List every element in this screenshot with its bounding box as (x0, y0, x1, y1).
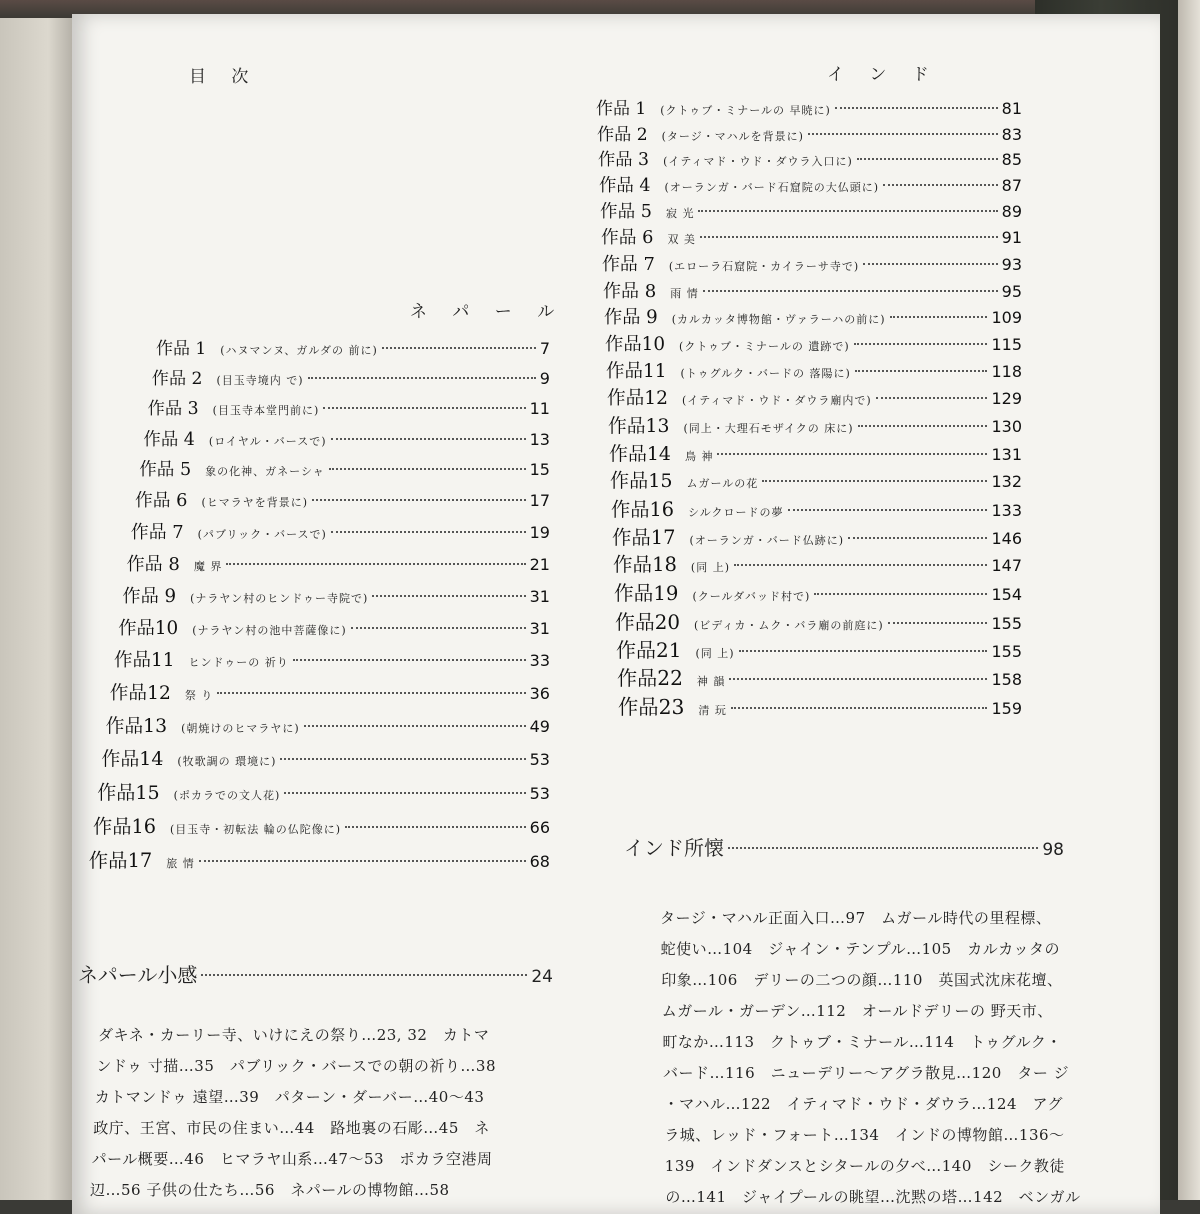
work-title: 清 玩 (698, 704, 727, 718)
leader-dots (382, 347, 536, 349)
india-work-entry (597, 120, 1022, 145)
work-page-number: 155 (991, 613, 1022, 633)
work-title: (目玉寺本堂門前に) (212, 404, 320, 418)
work-page-number: 33 (529, 651, 550, 670)
book-right-page-edge (1178, 0, 1200, 1200)
work-label: 作品 6 (601, 227, 654, 248)
work-label: 作品 1 (156, 339, 207, 359)
india-essay-topic-line: ムガール・ガーデン…112 オールドデリーの 野天市、 (661, 1002, 1053, 1020)
nepal-work-entry (131, 518, 550, 544)
work-label: 作品18 (613, 553, 677, 577)
nepal-work-entry (148, 394, 550, 419)
work-title: (イティマド・ウド・ダウラ廟内で) (682, 394, 872, 408)
leader-dots (329, 468, 526, 470)
nepal-work-entry (156, 334, 550, 359)
india-work-entry (607, 384, 1022, 410)
work-title: (目玉寺・初転法 輪の仏陀像に) (170, 823, 342, 836)
work-label: 作品13 (105, 716, 168, 738)
leader-dots (855, 370, 988, 372)
work-page-number: 81 (1001, 99, 1022, 118)
leader-dots (888, 622, 988, 624)
work-page-number: 21 (529, 554, 550, 574)
india-essay-topic-line: 蛇使い…104 ジャイン・テンプル…105 カルカッタの (660, 940, 1061, 958)
leader-dots (883, 184, 998, 186)
nepal-essay-page: 24 (531, 967, 553, 987)
work-label: 作品 6 (135, 491, 188, 511)
leader-dots (728, 847, 1038, 849)
nepal-essay-title: ネパール小感 (78, 963, 198, 987)
work-page-number: 49 (529, 717, 550, 737)
leader-dots (739, 650, 988, 652)
work-label: 作品 5 (139, 459, 192, 480)
work-title: 旅 情 (166, 856, 195, 870)
work-label: 作品 3 (147, 399, 199, 420)
work-page-number: 93 (1001, 255, 1022, 275)
work-label: 作品 3 (598, 150, 650, 171)
work-title: (ポカラでの文人花) (173, 788, 281, 802)
contents-page (72, 14, 1160, 1214)
work-title: ムガールの花 (686, 477, 759, 491)
work-label: 作品 7 (602, 254, 655, 276)
leader-dots (729, 678, 987, 680)
leader-dots (372, 595, 525, 597)
india-work-entry (598, 145, 1022, 170)
work-title: (イティマド・ウド・ダウラ入口に) (663, 155, 853, 169)
india-essay-topic-line: タージ・マハル正面入口…97 ムガール時代の里程標、 (660, 909, 1052, 927)
nepal-work-entry (139, 456, 550, 481)
work-page-number: 118 (991, 362, 1022, 381)
work-title: (目玉寺境内 で) (216, 374, 304, 388)
india-essay-topic-line: ラ城、レッド・フォート…134 インドの博物館…136〜 (664, 1126, 1065, 1144)
nepal-work-entry (101, 744, 550, 771)
leader-dots (331, 531, 526, 533)
work-label: 作品 8 (603, 280, 657, 302)
leader-dots (284, 792, 525, 794)
work-page-number: 36 (529, 683, 550, 703)
nepal-essay-topic-line: パール概要…46 ヒマラヤ山系…47〜53 ポカラ空港周 (91, 1150, 493, 1168)
leader-dots (788, 509, 988, 511)
work-title: 祭 り (184, 688, 214, 702)
work-page-number: 87 (1001, 176, 1022, 196)
work-title: シルクロードの夢 (688, 505, 784, 519)
work-title: 雨 情 (670, 286, 699, 300)
india-work-entry (615, 606, 1022, 635)
work-page-number: 95 (1001, 281, 1022, 301)
work-title: 鳥 神 (684, 449, 714, 463)
work-label: 作品20 (615, 610, 680, 634)
work-page-number: 154 (991, 585, 1022, 605)
india-work-entry (613, 549, 1022, 577)
book-left-edge (0, 0, 80, 1200)
india-work-entry (606, 357, 1022, 383)
work-page-number: 83 (1001, 124, 1022, 144)
work-label: 作品23 (618, 695, 685, 720)
work-page-number: 132 (991, 472, 1022, 492)
work-page-number: 89 (1001, 201, 1022, 221)
work-label: 作品22 (617, 666, 683, 691)
work-label: 作品17 (612, 525, 676, 549)
leader-dots (717, 453, 987, 455)
work-title: ヒンドゥーの 祈り (188, 656, 289, 669)
india-work-entry (616, 634, 1022, 663)
leader-dots (226, 563, 525, 565)
india-work-entry (602, 250, 1022, 276)
leader-dots (808, 133, 998, 135)
work-label: 作品11 (114, 650, 175, 671)
nepal-work-entry (152, 364, 550, 389)
work-label: 作品15 (610, 469, 673, 493)
work-label: 作品16 (93, 815, 156, 838)
india-work-entry (610, 466, 1022, 493)
work-page-number: 68 (529, 851, 550, 871)
nepal-work-entry (110, 679, 550, 705)
work-label: 作品 4 (143, 430, 195, 451)
work-title: (クトゥブ・ミナールの 遺跡で) (679, 340, 850, 354)
work-title: (タージ・マハルを背景に) (661, 129, 804, 143)
india-work-entry (601, 224, 1022, 249)
nepal-work-entry (135, 487, 550, 512)
leader-dots (703, 290, 998, 292)
nepal-work-entry (93, 811, 550, 839)
work-page-number: 115 (991, 335, 1022, 355)
leader-dots (890, 316, 988, 318)
leader-dots (199, 860, 526, 862)
work-page-number: 13 (529, 430, 550, 450)
toc-heading: 目 次 (189, 67, 259, 87)
india-work-entry (608, 411, 1022, 438)
work-title: (同 上) (690, 561, 731, 575)
work-title: (牧歌調の 環境に) (177, 755, 277, 769)
leader-dots (312, 499, 526, 501)
nepal-work-entry (122, 582, 550, 608)
work-page-number: 85 (1001, 150, 1022, 170)
work-title: (同 上) (695, 647, 735, 660)
india-essay-page: 98 (1042, 840, 1064, 860)
nepal-essay-topic-line: カトマンドゥ 遠望…39 パターン・ダーバー…40〜43 (94, 1088, 485, 1106)
leader-dots (304, 725, 526, 727)
work-page-number: 31 (529, 618, 550, 638)
work-page-number: 109 (991, 308, 1022, 328)
leader-dots (308, 377, 536, 379)
india-essay-topic-line: 町なか…113 クトゥブ・ミナール…114 トゥグルク・ (662, 1033, 1062, 1051)
work-page-number: 11 (529, 399, 550, 419)
leader-dots (201, 974, 527, 976)
work-page-number: 15 (529, 459, 550, 479)
work-page-number: 31 (529, 586, 550, 606)
work-label: 作品16 (611, 497, 674, 521)
work-page-number: 131 (991, 444, 1022, 464)
work-label: 作品 9 (122, 585, 177, 607)
work-page-number: 129 (991, 389, 1022, 409)
leader-dots (863, 263, 998, 265)
nepal-work-entry (127, 550, 550, 576)
work-title: (ナラヤン村の池中菩薩像に) (192, 623, 347, 637)
work-title: (ナラヤン村のヒンドゥー寺院で) (190, 591, 369, 605)
work-title: (朝焼けのヒマラヤに) (181, 722, 300, 736)
work-title: (ロイヤル・バースで) (208, 435, 327, 449)
work-label: 作品14 (609, 442, 671, 465)
leader-dots (731, 707, 988, 709)
leader-dots (857, 158, 998, 160)
work-label: 作品 2 (597, 124, 648, 145)
work-label: 作品13 (608, 416, 670, 438)
work-title: (ビディカ・ムク・バラ廟の前庭に) (693, 618, 884, 632)
india-work-entry (611, 494, 1022, 522)
india-work-entry (599, 171, 1022, 196)
work-page-number: 155 (991, 642, 1022, 661)
india-work-entry (614, 577, 1022, 606)
india-work-entry (596, 94, 1022, 119)
work-title: (ハヌマンヌ、ガルダの 前に) (220, 344, 378, 357)
india-work-entry (617, 662, 1022, 691)
work-page-number: 9 (539, 369, 550, 389)
india-essay-topic-line: 139 インドダンスとシタールの夕べ…140 シーク教徒 (664, 1157, 1065, 1175)
work-title: 象の化神、ガネーシャ (205, 464, 325, 478)
work-page-number: 158 (991, 670, 1022, 690)
india-work-entry (603, 277, 1022, 303)
leader-dots (323, 407, 525, 409)
work-title: (ヒマラヤを背景に) (201, 496, 309, 509)
work-title: 神 韻 (696, 675, 726, 689)
work-title: (カルカッタ博物館・ヴァラーハの前に) (671, 313, 886, 327)
work-label: 作品12 (109, 682, 171, 704)
work-title: (クールダバッド村で) (692, 590, 811, 604)
work-page-number: 7 (539, 339, 550, 358)
work-page-number: 147 (991, 556, 1022, 576)
work-title: (オーランガ・バード石窟院の大仏頭に) (664, 181, 880, 195)
work-label: 作品21 (616, 638, 682, 662)
work-label: 作品12 (607, 388, 669, 410)
india-work-entry (609, 439, 1022, 466)
leader-dots (835, 107, 998, 109)
work-title: (トゥグルク・バードの 落陽に) (680, 367, 851, 380)
work-title: 魔 界 (193, 559, 223, 573)
work-title: (パブリック・バースで) (197, 528, 327, 542)
leader-dots (814, 593, 987, 595)
work-page-number: 17 (529, 491, 550, 510)
nepal-work-entry (143, 425, 550, 450)
india-work-entry (605, 330, 1022, 356)
india-essay-topic-line: バード…116 ニューデリー〜アグラ散見…120 ター ジ (663, 1064, 1070, 1082)
nepal-essay-topic-line: 辺…56 子供の仕たち…56 ネパールの博物館…58 (90, 1181, 450, 1199)
leader-dots (700, 236, 998, 238)
work-label: 作品15 (97, 780, 160, 804)
work-label: 作品10 (118, 617, 179, 639)
india-work-entry (604, 303, 1022, 329)
nepal-essay-topic-line: 政庁、王宮、市民の住まい…44 路地裏の石彫…45 ネ (93, 1119, 490, 1137)
india-essay-title: インド所懐 (624, 836, 724, 860)
leader-dots (858, 425, 988, 427)
work-label: 作品10 (605, 334, 666, 356)
nepal-work-entry (89, 845, 550, 873)
work-page-number: 53 (529, 783, 550, 803)
work-page-number: 66 (529, 818, 550, 837)
work-label: 作品17 (88, 848, 153, 872)
work-label: 作品 2 (151, 369, 203, 390)
work-label: 作品 4 (599, 176, 651, 197)
leader-dots (345, 826, 526, 828)
india-work-entry (612, 522, 1022, 550)
work-page-number: 53 (529, 750, 550, 770)
work-label: 作品11 (606, 361, 667, 382)
leader-dots (351, 627, 526, 629)
india-heading: イ ン ド (827, 65, 939, 85)
india-essay-entry (624, 832, 1064, 861)
india-essay-topic-line: の…141 ジャイプールの眺望…沈黙の塔…142 ベンガル (665, 1188, 1081, 1206)
work-title: 双 美 (667, 232, 696, 246)
nepal-essay-topic-line: ンドゥ 寸描…35 パブリック・バースでの朝の祈り…38 (96, 1057, 497, 1075)
india-work-entry (600, 198, 1022, 223)
nepal-work-entry (114, 646, 550, 672)
work-page-number: 159 (991, 699, 1022, 719)
nepal-work-entry (118, 614, 550, 640)
work-label: 作品14 (101, 748, 164, 771)
work-page-number: 19 (529, 523, 550, 543)
leader-dots (293, 659, 526, 661)
nepal-work-entry (97, 778, 550, 805)
work-title: (オーランガ・バード仏跡に) (689, 533, 845, 547)
india-work-entry (618, 691, 1022, 720)
work-label: 作品 1 (596, 99, 647, 119)
nepal-essay-topic-line: ダキネ・カーリー寺、いけにえの祭り…23, 32 カトマ (98, 1026, 490, 1044)
leader-dots (762, 480, 987, 482)
india-essay-topic-line: 印象…106 デリーの二つの顔…110 英国式沈床花壇、 (661, 971, 1063, 989)
work-label: 作品19 (614, 582, 679, 606)
work-title: (エローラ石窟院・カイラーサ寺で) (668, 260, 860, 274)
leader-dots (217, 692, 525, 694)
india-essay-topic-line: ・マハル…122 イティマド・ウド・ダウラ…124 アグ (663, 1095, 1064, 1113)
leader-dots (854, 343, 988, 345)
leader-dots (698, 210, 997, 212)
leader-dots (734, 564, 987, 566)
work-title: 寂 光 (665, 206, 695, 220)
nepal-essay-entry (78, 959, 553, 988)
work-page-number: 130 (991, 417, 1022, 437)
work-title: (同上・大理石モザイクの 床に) (683, 422, 854, 436)
work-title: (クトゥブ・ミナールの 早暁に) (660, 104, 831, 117)
leader-dots (280, 758, 525, 760)
leader-dots (876, 397, 988, 399)
nepal-work-entry (106, 711, 550, 738)
nepal-heading: ネ パ ー ル (410, 302, 565, 322)
work-label: 作品 5 (600, 201, 652, 222)
work-page-number: 133 (991, 500, 1022, 520)
leader-dots (331, 438, 526, 440)
work-page-number: 146 (991, 528, 1022, 548)
work-page-number: 91 (1001, 227, 1022, 247)
leader-dots (848, 537, 987, 539)
work-label: 作品 7 (130, 522, 184, 544)
work-label: 作品 9 (604, 307, 658, 329)
work-label: 作品 8 (126, 553, 180, 575)
